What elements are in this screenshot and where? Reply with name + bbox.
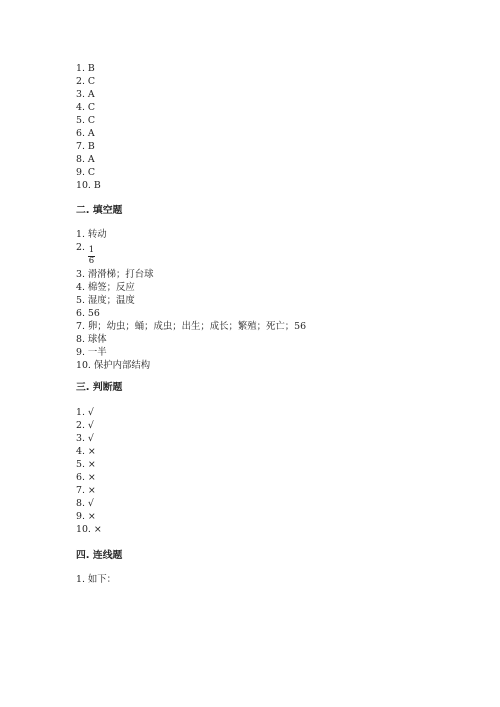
answer-item: 4. C (76, 102, 96, 113)
answer-item: 9. C (76, 167, 96, 178)
answer-item: 1. B (76, 63, 95, 74)
answer-item: 8. 球体 (76, 334, 107, 345)
answer-item: 5. 湿度；温度 (76, 295, 135, 306)
answer-item: 3. A (76, 89, 95, 100)
answer-item: 7. 卵；幼虫；蛹；成虫；出生；成长；繁殖；死亡；56 (76, 321, 307, 332)
answer-item-fraction (76, 241, 306, 268)
section4-heading: 四. 连线题 (76, 550, 123, 561)
answer-item: 5. C (76, 115, 96, 126)
item-number: 2. (76, 242, 85, 253)
fraction (88, 246, 95, 266)
answer-item: 1. √ (76, 407, 94, 418)
answer-item: 7. × (76, 485, 96, 496)
section3-heading: 三. 判断题 (76, 382, 123, 393)
answer-item: 10. × (76, 524, 102, 535)
section2-list (76, 228, 306, 372)
answer-item: 2. √ (76, 420, 94, 431)
answer-item: 4. × (76, 446, 96, 457)
section2-heading: 二. 填空题 (76, 205, 123, 216)
answer-item: 9. 一半 (76, 347, 107, 358)
answer-item: 8. √ (76, 498, 94, 509)
answer-item: 3. √ (76, 433, 94, 444)
answer-item: 1. 转动 (76, 229, 107, 240)
answer-item: 2. C (76, 76, 96, 87)
section3-list (76, 406, 102, 536)
section1-list (76, 62, 101, 192)
answer-item: 4. 棉签；反应 (76, 282, 135, 293)
answer-item: 5. × (76, 459, 96, 470)
fraction-denominator: 6 (88, 256, 95, 266)
answer-item: 10. B (76, 180, 101, 191)
answer-item: 6. 56 (76, 308, 100, 319)
answer-item: 6. × (76, 472, 96, 483)
answer-item: 3. 滑滑梯；打台球 (76, 269, 154, 280)
fraction-numerator: 1 (88, 245, 95, 255)
answer-item: 7. B (76, 141, 95, 152)
answer-item: 8. A (76, 154, 95, 165)
answer-item: 10. 保护内部结构 (76, 360, 151, 371)
answer-item: 6. A (76, 128, 95, 139)
answer-item: 1. 如下： (76, 574, 117, 585)
answer-item: 9. × (76, 511, 96, 522)
section4-list (76, 573, 116, 586)
